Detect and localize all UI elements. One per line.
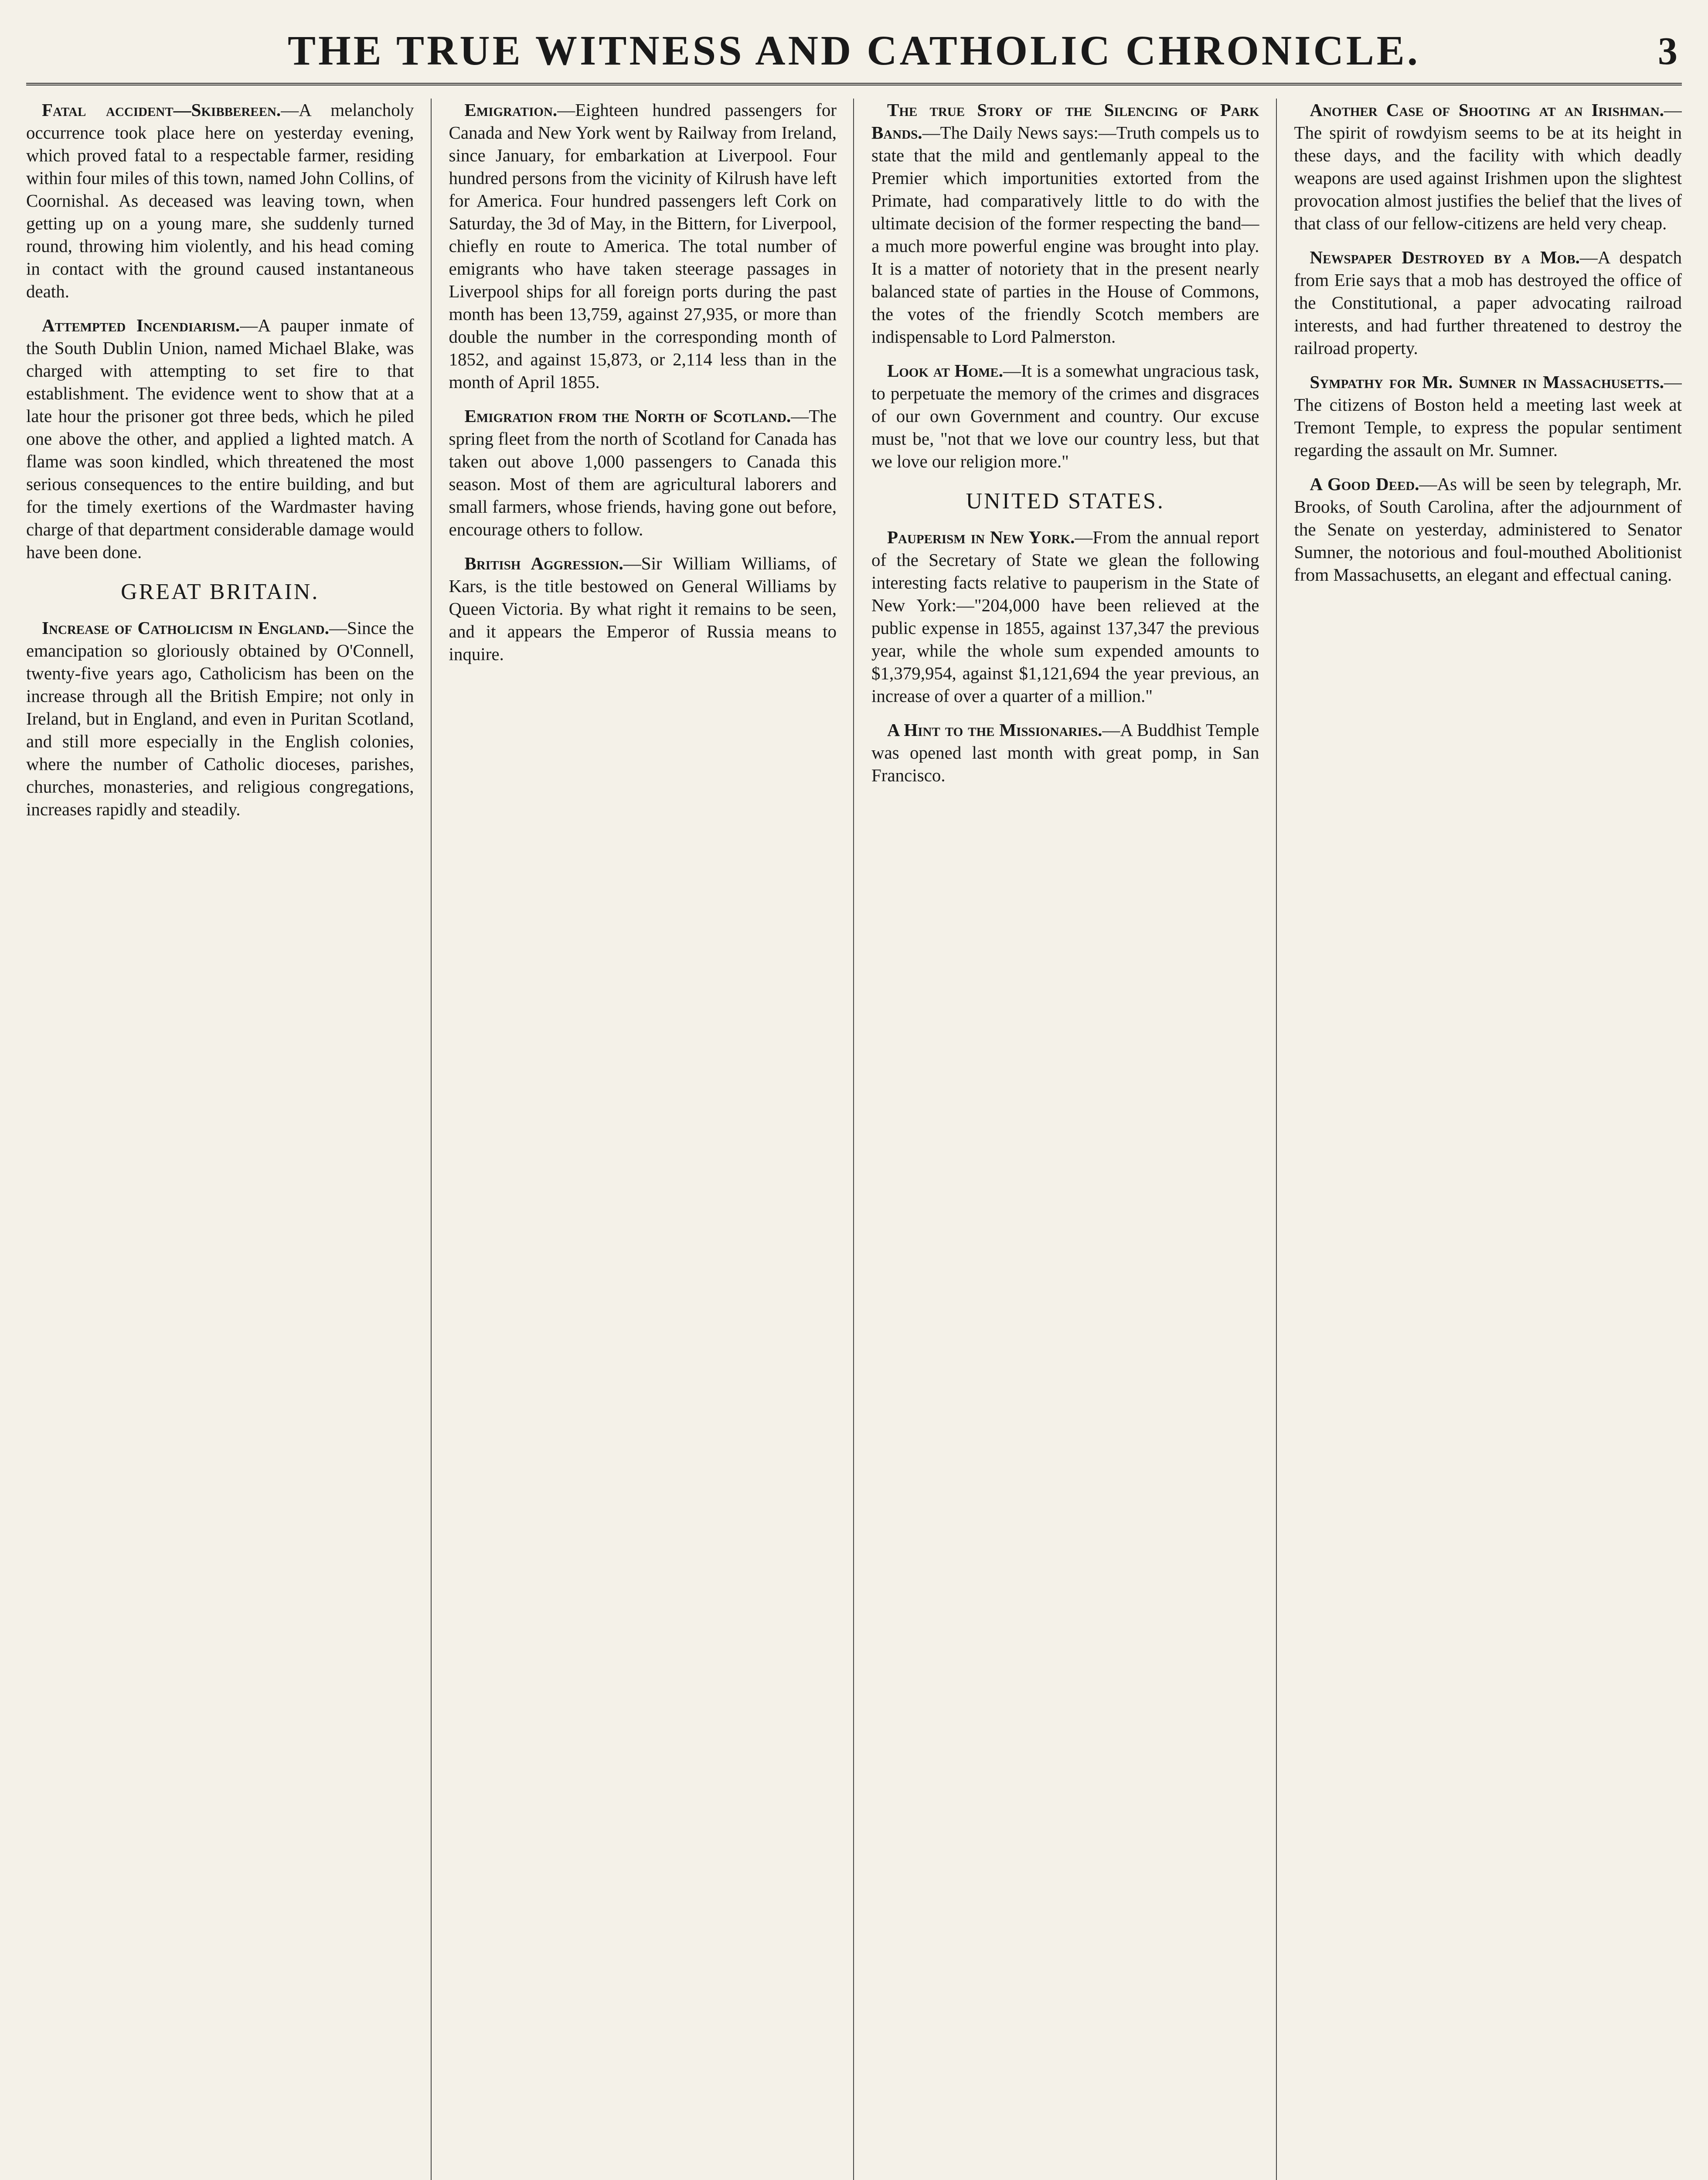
article-lead: A Good Deed.	[1310, 474, 1419, 494]
article-lead: Increase of Catholicism in England.	[42, 618, 329, 638]
article	[1294, 246, 1682, 359]
article-text: —A Buddhist Temple was opened last month with great pomp, in San Francisco.	[871, 720, 1259, 785]
article-lead: The true Story of the Silencing of Park Bands.	[871, 100, 1259, 143]
article-text: —The citizens of Boston held a meeting last week at Tremont Temple, to express the popular sentiment regarding the assault on Mr. Sumner.	[1294, 372, 1682, 460]
article-text: —As will be seen by telegraph, Mr. Brooks, of South Carolina, after the adjournment of the Senate on yesterday, administered to Senator Sumner, the notorious and foul-mouthed Abolitionist from Massachusetts, an elegant and effectual caning.	[1294, 474, 1682, 585]
article-text: —The Daily News says:—Truth compels us to state that the mild and gentlemanly appeal to the Premier which importunities extorted from the Primate, had comparatively little to do with the ultimate decision of the former respecting the band—a much more powerful engine was brought into play. It is a matter of notoriety that in the present nearly balanced state of parties in the House of Commons, the votes of the friendly Scotch members are indispensable to Lord Palmerston.	[871, 123, 1259, 347]
article-lead: A Hint to the Missionaries.	[887, 720, 1102, 740]
article	[1294, 371, 1682, 461]
column-4	[1294, 99, 1682, 2180]
article	[449, 552, 837, 665]
article-text: —Eighteen hundred passengers for Canada and New York went by Railway from Ireland, since January, for embarkation at Liverpool. Four hundred persons from the vicinity of Kilrush have left for America. Four hundred passengers left Cork on Saturday, the 3d of May, in the Bittern, for Liverpool, chiefly en route to America. The total number of emigrants who have taken steerage passages in Liverpool ships for all foreign ports during the past month has been 13,759, against 27,935, or more than double the number in the corresponding month of 1852, and against 15,873, or 2,114 less than in the month of April 1855.	[449, 100, 837, 392]
article	[871, 359, 1259, 473]
article-lead: Newspaper Destroyed by a Mob.	[1310, 247, 1580, 267]
article	[871, 719, 1259, 787]
article-lead: British Aggression.	[464, 553, 623, 573]
article-lead: Another Case of Shooting at an Irishman.	[1310, 100, 1664, 120]
article-lead: Sympathy for Mr. Sumner in Massachusetts.	[1310, 372, 1664, 392]
article-text: —A pauper inmate of the South Dublin Union, named Michael Blake, was charged with attempting to set fire to that establishment. The evidence went to show that at a late hour the prisoner got three beds, which he piled one above the other, and applied a lighted match. A flame was soon kindled, which threatened the most serious consequences to the entire building, and but for the timely exertions of the Wardmaster having charge of that department considerable damage would have been done.	[26, 315, 414, 562]
masthead	[26, 17, 1682, 85]
article	[1294, 473, 1682, 586]
article-text: —A despatch from Erie says that a mob has destroyed the office of the Constitutional, a paper advocating railroad interests, and had further threatened to destroy the railroad property.	[1294, 247, 1682, 358]
article	[871, 526, 1259, 707]
column-2	[449, 99, 854, 2180]
article-text: —It is a somewhat ungracious task, to perpetuate the memory of the crimes and disgraces of our own Government and country. Our excuse must be, "not that we love our country less, but that we love our religion more."	[871, 361, 1259, 471]
article	[449, 405, 837, 541]
section-heading: UNITED STATES.	[966, 489, 1165, 514]
article-lead: Fatal accident—Skibbereen.	[42, 100, 281, 120]
article-lead: Look at Home.	[887, 361, 1003, 381]
article	[1294, 99, 1682, 235]
article-lead: Attempted Incendiarism.	[42, 315, 240, 335]
article-text: —From the annual report of the Secretary of State we glean the following interesting facts relative to pauperism in the State of New York:—"204,000 have been relieved at the public expense in 1855, against 137,347 the previous year, while the whole sum expended amounts to $1,379,954, against $1,121,694 the year previous, an increase of over a quarter of a million."	[871, 527, 1259, 706]
article-text: —Since the emancipation so gloriously obtained by O'Connell, twenty-five years ago, Catholicism has been on the increase through all the British Empire; not only in Ireland, but in England, and even in Puritan Scotland, and still more especially in the English colonies, where the number of Catholic dioceses, parishes, churches, monasteries, and religious congregations, increases rapidly and steadily.	[26, 618, 414, 819]
column-3	[871, 99, 1277, 2180]
article	[26, 99, 414, 303]
column-1	[26, 99, 432, 2180]
article-text: —The spring fleet from the north of Scotland for Canada has taken out above 1,000 passengers to Canada this season. Most of them are agricultural laborers and small farmers, whose friends, having gone out before, encourage others to follow.	[449, 406, 837, 539]
article-text: —Sir William Williams, of Kars, is the title bestowed on General Williams by Queen Victoria. By what right it remains to be seen, and it appears the Emperor of Russia means to inquire.	[449, 553, 837, 664]
article-text: —The spirit of rowdyism seems to be at its height in these days, and the facility with which deadly weapons are used against Irishmen upon the slightest provocation almost justifies the belief that the lives of that class of our fellow-citizens are held very cheap.	[1294, 100, 1682, 233]
article-lead: Pauperism in New York.	[887, 527, 1075, 547]
article	[449, 99, 837, 393]
article	[26, 617, 414, 821]
article	[871, 99, 1259, 348]
article	[26, 314, 414, 563]
article-lead: Emigration.	[464, 100, 558, 120]
section-heading: GREAT BRITAIN.	[121, 579, 320, 604]
columns	[26, 99, 1682, 2180]
article-lead: Emigration from the North of Scotland.	[464, 406, 791, 426]
newspaper-title: THE TRUE WITNESS AND CATHOLIC CHRONICLE.	[288, 27, 1420, 74]
article-text: —A melancholy occurrence took place here on yesterday evening, which proved fatal to a respectable farmer, residing within four miles of this town, named John Collins, of Coornishal. As deceased was leaving town, when getting up on a young mare, she suddenly turned round, throwing him violently, and his head coming in contact with the ground caused instantaneous death.	[26, 100, 414, 301]
page-number: 3	[1658, 30, 1677, 73]
